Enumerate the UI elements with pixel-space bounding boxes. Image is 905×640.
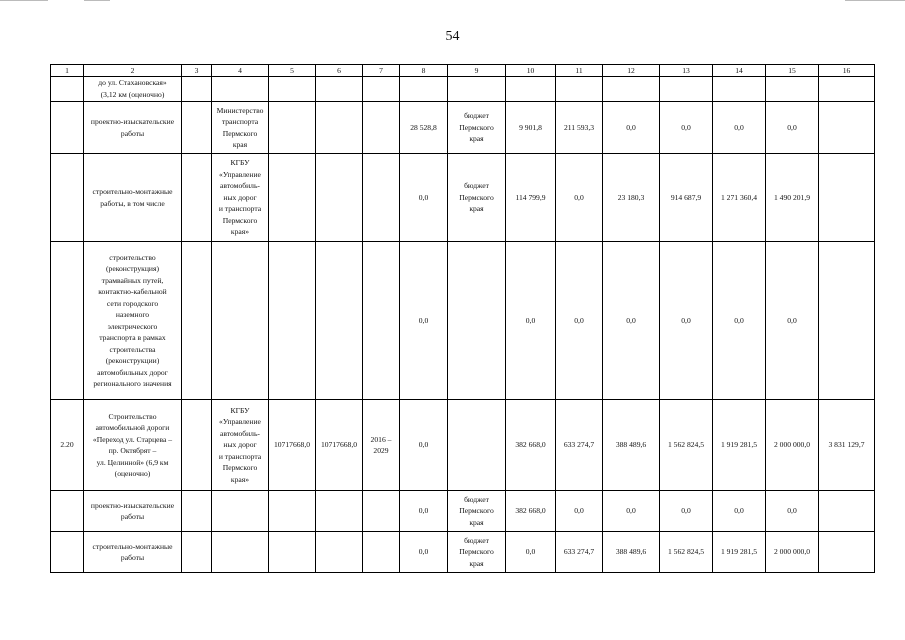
cell-text: 0,0 <box>418 315 429 325</box>
table-cell-col-10 <box>506 154 556 242</box>
cell-text: 382 668,0 <box>515 506 546 516</box>
table-cell-col-4 <box>212 77 269 102</box>
table-cell-col-8 <box>400 77 448 102</box>
cell-text: 23 180,3 <box>617 192 645 202</box>
cell-text: 0,0 <box>626 506 636 516</box>
table-cell-col-6 <box>316 242 363 400</box>
cell-text: 0,0 <box>525 315 536 325</box>
cell-text: 1 919 281,5 <box>720 547 758 557</box>
cell-text: 9 901,8 <box>519 122 542 132</box>
table-cell-col-14 <box>713 491 766 532</box>
table-cell-col-5 <box>269 154 316 242</box>
table-cell-col-2 <box>84 491 182 532</box>
table-cell-col-4 <box>212 400 269 491</box>
table-cell-col-13 <box>660 491 713 532</box>
cell-text: 633 274,7 <box>563 547 595 557</box>
table-cell-col-4 <box>212 532 269 573</box>
table-cell-col-5 <box>269 491 316 532</box>
column-header: 5 <box>269 65 316 77</box>
cell-text: 1 562 824,5 <box>667 440 705 450</box>
table-row <box>51 77 875 102</box>
table-cell-col-11 <box>556 102 603 154</box>
table-cell-col-9 <box>448 491 506 532</box>
cell-text: 0,0 <box>681 122 691 132</box>
table-cell-col-15 <box>766 102 819 154</box>
table-cell-col-10 <box>506 532 556 573</box>
column-header: 7 <box>363 65 400 77</box>
table-cell-col-2 <box>84 77 182 102</box>
cell-text: 388 489,6 <box>615 547 647 557</box>
table-cell-col-12 <box>603 242 660 400</box>
table-cell-col-12 <box>603 491 660 532</box>
cell-text: 0,0 <box>418 192 429 202</box>
table-cell-col-6 <box>316 491 363 532</box>
table-cell-col-13 <box>660 154 713 242</box>
column-header: 2 <box>84 65 182 77</box>
scan-edge-middle <box>84 0 110 1</box>
cell-text: 28 528,8 <box>410 122 437 132</box>
table-cell-col-3 <box>182 532 212 573</box>
cell-text: 914 687,9 <box>670 192 702 202</box>
table-cell-col-2 <box>84 532 182 573</box>
table-cell-col-9 <box>448 77 506 102</box>
column-header: 16 <box>819 65 875 77</box>
table-cell-col-2 <box>84 154 182 242</box>
table-cell-col-10 <box>506 77 556 102</box>
cell-text: 0,0 <box>626 122 636 132</box>
table-row <box>51 102 875 154</box>
column-header: 11 <box>556 65 603 77</box>
cell-text: 0,0 <box>525 547 536 557</box>
cell-text: 0,0 <box>418 547 429 557</box>
cell-text: 2.20 <box>60 440 74 450</box>
table-cell-col-12 <box>603 102 660 154</box>
column-header: 9 <box>448 65 506 77</box>
cell-text: 211 593,3 <box>563 122 595 132</box>
table-cell-col-7 <box>363 491 400 532</box>
scan-edge-right <box>845 0 905 1</box>
cell-text: 1 562 824,5 <box>667 547 705 557</box>
cell-text: строительство (реконструкция) трамвайных путей, контактно-кабельной сети городского наземного электрического транспорта в рамках строительства (реконструкции) автомобильных дорог регионального значения <box>93 252 172 388</box>
table-cell-col-15 <box>766 154 819 242</box>
table-cell-col-1 <box>51 400 84 491</box>
table-cell-col-16 <box>819 102 875 154</box>
table-cell-col-4 <box>212 491 269 532</box>
cell-text: 2016 – 2029 <box>370 434 392 455</box>
table-row <box>51 491 875 532</box>
column-header: 6 <box>316 65 363 77</box>
table-cell-col-3 <box>182 242 212 400</box>
cell-text: Строительство автомобильной дороги «Переход ул. Старцева – пр. Октябрят – ул. Целинной» (6,9 км (оценочно) <box>92 411 173 478</box>
cell-text: проектно-изыскательские работы <box>90 117 175 138</box>
table-cell-col-5 <box>269 532 316 573</box>
table-cell-col-10 <box>506 242 556 400</box>
table-cell-col-15 <box>766 400 819 491</box>
table-cell-col-8 <box>400 400 448 491</box>
cell-text: КГБУ «Управление автомобиль- ных дорог и транспорта Пермского края» <box>218 405 262 484</box>
table-body <box>51 77 875 573</box>
table-cell-col-13 <box>660 242 713 400</box>
cell-text: 0,0 <box>681 315 691 325</box>
cell-text: 2 000 000,0 <box>773 440 811 450</box>
cell-text: 114 799,9 <box>515 192 546 202</box>
table-cell-col-4 <box>212 242 269 400</box>
table-cell-col-9 <box>448 242 506 400</box>
table-cell-col-16 <box>819 491 875 532</box>
table-cell-col-2 <box>84 400 182 491</box>
table-cell-col-12 <box>603 154 660 242</box>
table-cell-col-5 <box>269 400 316 491</box>
table-cell-col-3 <box>182 77 212 102</box>
cell-text: 382 668,0 <box>515 440 546 450</box>
column-header: 15 <box>766 65 819 77</box>
table-cell-col-1 <box>51 491 84 532</box>
table-cell-col-15 <box>766 532 819 573</box>
table-cell-col-5 <box>269 242 316 400</box>
table-cell-col-2 <box>84 102 182 154</box>
scan-edge-left <box>0 0 48 1</box>
table-cell-col-1 <box>51 532 84 573</box>
table-cell-col-10 <box>506 400 556 491</box>
table-cell-col-6 <box>316 532 363 573</box>
cell-text: 0,0 <box>574 506 584 516</box>
cell-text: 3 831 129,7 <box>828 440 865 450</box>
cell-text: КГБУ «Управление автомобиль- ных дорог и транспорта Пермского края» <box>218 158 262 237</box>
table-cell-col-16 <box>819 400 875 491</box>
table-cell-col-3 <box>182 102 212 154</box>
cell-text: 0,0 <box>787 506 797 516</box>
program-table <box>50 64 875 573</box>
table-cell-col-14 <box>713 242 766 400</box>
table-cell-col-14 <box>713 400 766 491</box>
table-cell-col-12 <box>603 77 660 102</box>
table-row <box>51 242 875 400</box>
table-cell-col-7 <box>363 77 400 102</box>
table-cell-col-6 <box>316 77 363 102</box>
cell-text: 633 274,7 <box>563 440 595 450</box>
cell-text: 0,0 <box>418 506 429 516</box>
table-cell-col-13 <box>660 102 713 154</box>
table-cell-col-1 <box>51 102 84 154</box>
table-cell-col-4 <box>212 102 269 154</box>
table-cell-col-11 <box>556 491 603 532</box>
cell-text: строительно-монтажные работы <box>92 541 173 562</box>
table-cell-col-8 <box>400 491 448 532</box>
table-cell-col-12 <box>603 532 660 573</box>
cell-text: 0,0 <box>734 122 744 132</box>
cell-text: до ул. Стахановская» (3,12 км (оценочно) <box>98 78 167 99</box>
table-cell-col-11 <box>556 532 603 573</box>
table-cell-col-7 <box>363 154 400 242</box>
table-cell-col-5 <box>269 77 316 102</box>
table-cell-col-1 <box>51 154 84 242</box>
table-cell-col-16 <box>819 154 875 242</box>
table-cell-col-13 <box>660 400 713 491</box>
table-cell-col-11 <box>556 77 603 102</box>
cell-text: 1 490 201,9 <box>773 192 811 202</box>
table-row <box>51 154 875 242</box>
column-header: 13 <box>660 65 713 77</box>
table-cell-col-7 <box>363 102 400 154</box>
table-cell-col-7 <box>363 400 400 491</box>
table-cell-col-2 <box>84 242 182 400</box>
table-cell-col-3 <box>182 154 212 242</box>
table-cell-col-9 <box>448 400 506 491</box>
cell-text: бюджет Пермского края <box>459 181 494 214</box>
table-cell-col-1 <box>51 242 84 400</box>
table-cell-col-4 <box>212 154 269 242</box>
cell-text: 10717668,0 <box>320 440 358 450</box>
table-cell-col-14 <box>713 102 766 154</box>
cell-text: 0,0 <box>418 440 429 450</box>
cell-text: 0,0 <box>574 192 584 202</box>
table-cell-col-8 <box>400 242 448 400</box>
table-cell-col-3 <box>182 491 212 532</box>
table-cell-col-15 <box>766 491 819 532</box>
table-cell-col-13 <box>660 532 713 573</box>
cell-text: проектно-изыскательские работы <box>90 500 175 521</box>
table-cell-col-14 <box>713 532 766 573</box>
cell-text: 1 271 360,4 <box>720 192 758 202</box>
cell-text: 0,0 <box>787 315 797 325</box>
table-cell-col-14 <box>713 77 766 102</box>
column-header: 14 <box>713 65 766 77</box>
table-cell-col-7 <box>363 532 400 573</box>
cell-text: 1 919 281,5 <box>720 440 758 450</box>
table-cell-col-9 <box>448 102 506 154</box>
page-number: 54 <box>445 29 460 44</box>
cell-text: 0,0 <box>734 506 744 516</box>
cell-text: бюджет Пермского края <box>459 535 494 568</box>
cell-text: 0,0 <box>574 315 584 325</box>
table-cell-col-16 <box>819 242 875 400</box>
table-cell-col-6 <box>316 400 363 491</box>
table-cell-col-5 <box>269 102 316 154</box>
cell-text: 0,0 <box>734 315 744 325</box>
table-row <box>51 400 875 491</box>
cell-text: бюджет Пермского края <box>459 494 494 527</box>
column-header: 8 <box>400 65 448 77</box>
column-header: 3 <box>182 65 212 77</box>
cell-text: 10717668,0 <box>273 440 311 450</box>
cell-text: строительно-монтажные работы, в том числе <box>92 187 173 208</box>
table-cell-col-1 <box>51 77 84 102</box>
table-cell-col-15 <box>766 77 819 102</box>
column-number-row <box>51 65 875 77</box>
cell-text: 0,0 <box>787 122 797 132</box>
cell-text: 0,0 <box>626 315 636 325</box>
column-header: 10 <box>506 65 556 77</box>
table-cell-col-11 <box>556 154 603 242</box>
column-header: 1 <box>51 65 84 77</box>
table-cell-col-12 <box>603 400 660 491</box>
table-cell-col-16 <box>819 77 875 102</box>
table-cell-col-7 <box>363 242 400 400</box>
table-cell-col-10 <box>506 102 556 154</box>
cell-text: Министерство транспорта Пермского края <box>216 105 264 149</box>
table-cell-col-9 <box>448 154 506 242</box>
table-cell-col-8 <box>400 532 448 573</box>
table-cell-col-15 <box>766 242 819 400</box>
table-cell-col-8 <box>400 102 448 154</box>
table-cell-col-14 <box>713 154 766 242</box>
column-header: 12 <box>603 65 660 77</box>
cell-text: 388 489,6 <box>615 440 647 450</box>
table-cell-col-9 <box>448 532 506 573</box>
table-cell-col-6 <box>316 154 363 242</box>
table-cell-col-11 <box>556 242 603 400</box>
table-cell-col-10 <box>506 491 556 532</box>
cell-text: 2 000 000,0 <box>773 547 811 557</box>
table-cell-col-13 <box>660 77 713 102</box>
table-cell-col-8 <box>400 154 448 242</box>
cell-text: 0,0 <box>681 506 691 516</box>
table-row <box>51 532 875 573</box>
cell-text: бюджет Пермского края <box>459 111 494 144</box>
table-cell-col-6 <box>316 102 363 154</box>
table-cell-col-3 <box>182 400 212 491</box>
table-cell-col-11 <box>556 400 603 491</box>
column-header: 4 <box>212 65 269 77</box>
table-cell-col-16 <box>819 532 875 573</box>
